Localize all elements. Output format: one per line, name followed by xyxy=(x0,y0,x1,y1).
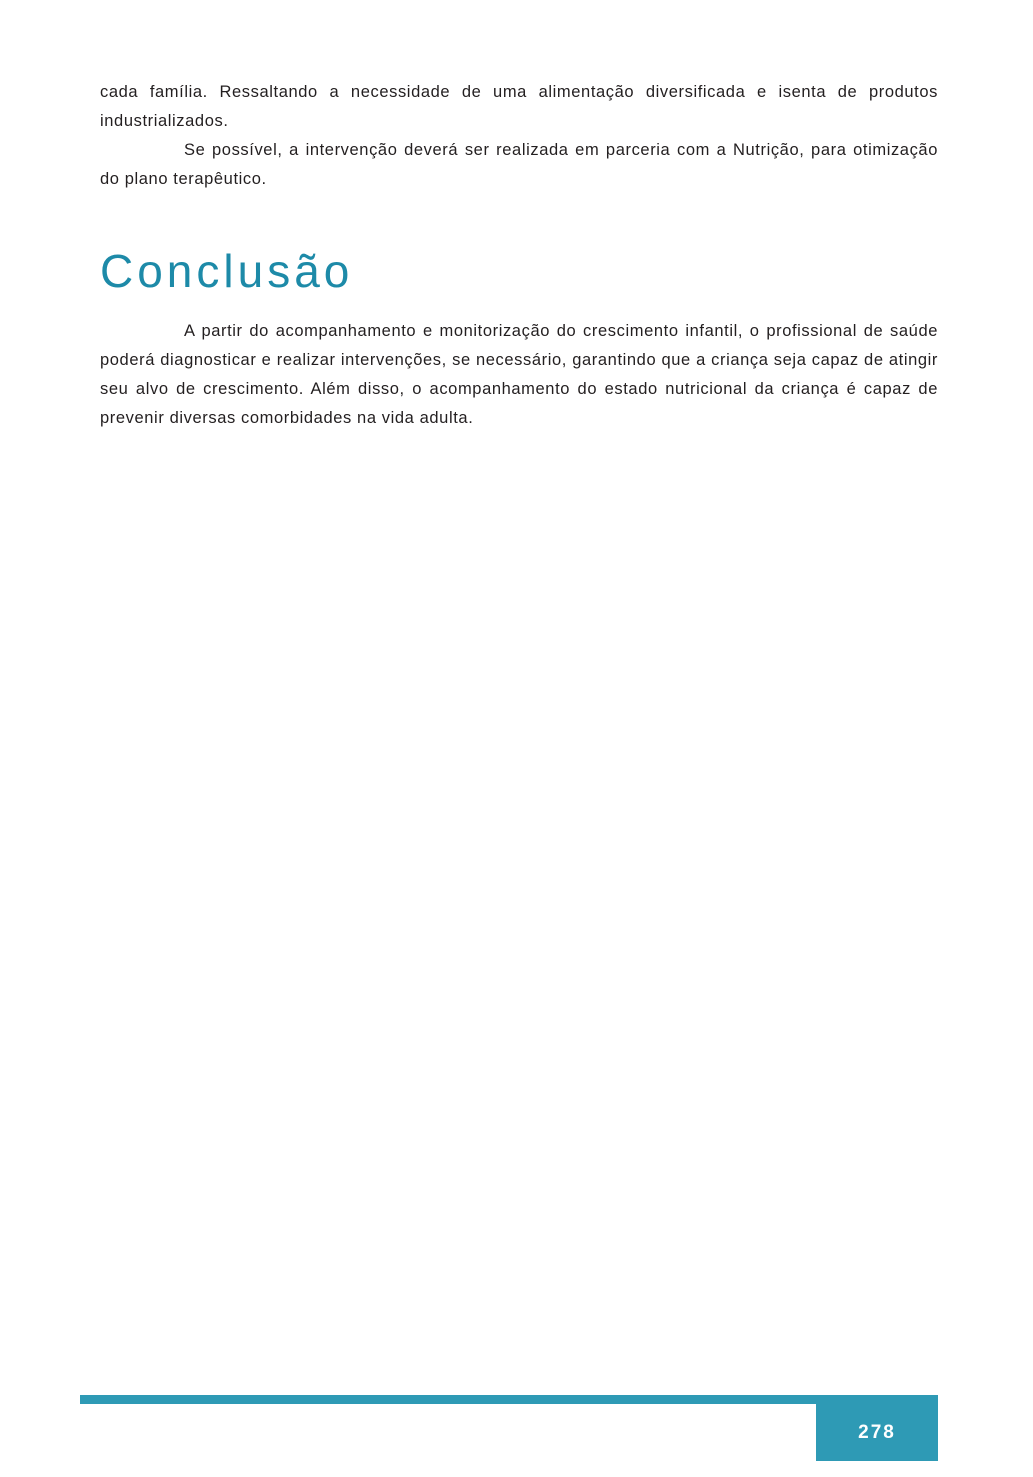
page-number-label: 278 xyxy=(858,1421,896,1443)
page-title: Conclusão xyxy=(100,245,354,297)
spacer-before-title xyxy=(100,194,938,246)
paragraph-continuation: cada família. Ressaltando a necessidade de uma alimentação diversificada e isenta de produtos industrializados. xyxy=(100,83,938,130)
page-number-badge xyxy=(816,1404,938,1461)
page-footer xyxy=(80,1395,938,1443)
spacer-after-title xyxy=(100,297,938,317)
paragraph-conclusion: A partir do acompanhamento e monitorização do crescimento infantil, o profissional de saúde poderá diagnosticar e realizar intervenções, se necessário, garantindo que a criança seja capaz de atingir seu alvo de crescimento. Além disso, o acompanhamento do estado nutricional da criança é capaz de prevenir diversas comorbidades na vida adulta. xyxy=(100,321,938,427)
footer-divider xyxy=(80,1395,938,1404)
paragraph-intervention: Se possível, a intervenção deverá ser realizada em parceria com a Nutrição, para otimização do plano terapêutico. xyxy=(100,141,938,188)
page-content xyxy=(100,78,938,433)
